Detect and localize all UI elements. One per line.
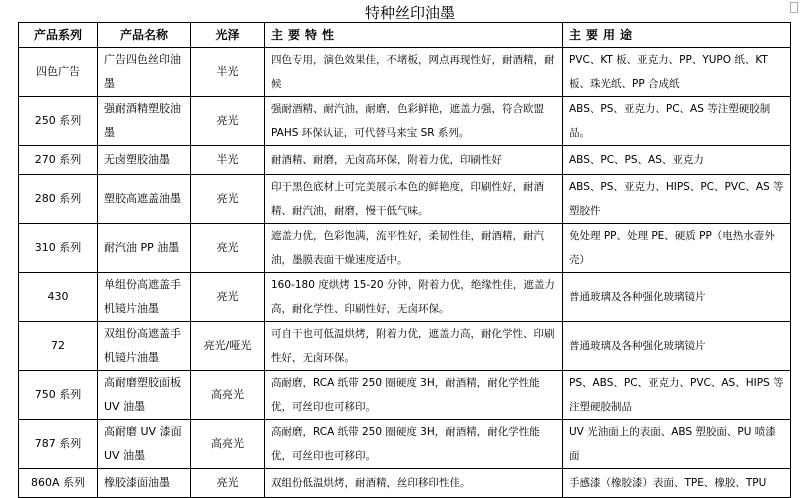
cell-name: 强耐酒精塑胶油墨 xyxy=(98,97,191,146)
cell-features: 可自干也可低温烘烤，附着力优，遮盖力高，耐化学性、印刷性好，无卤环保。 xyxy=(265,322,563,371)
cell-series: 750 系列 xyxy=(19,371,98,420)
cell-series: 430 xyxy=(19,273,98,322)
cell-features: 强耐酒精、耐汽油，耐磨，色彩鲜艳，遮盖力强，符合欧盟 PAHS 环保认证，可代替马来宝 SR 系列。 xyxy=(265,97,563,146)
cell-name: 高耐磨 UV 漆面 UV 油墨 xyxy=(98,420,191,469)
cell-features: 高耐磨，RCA 纸带 250 圈硬度 3H，耐酒精，耐化学性能优，可丝印也可移印。 xyxy=(265,420,563,469)
cell-name: 橡胶漆面油墨 xyxy=(98,469,191,498)
cell-features: 遮盖力优，色彩饱满，流平性好，柔韧性佳，耐酒精，耐汽油，墨膜表面干燥速度适中。 xyxy=(265,224,563,273)
cell-uses: 手感漆（橡胶漆）表面、TPE、橡胶、TPU xyxy=(563,469,791,498)
cell-gloss: 半光 xyxy=(191,48,265,97)
table-row xyxy=(19,371,791,420)
cell-uses: ABS、PC、PS、AS、亚克力 xyxy=(563,146,791,175)
table-row xyxy=(19,469,791,498)
corner-mark xyxy=(790,2,798,13)
cell-features: 耐酒精、耐磨，无卤高环保，附着力优，印刷性好 xyxy=(265,146,563,175)
cell-uses: 普通玻璃及各种强化玻璃镜片 xyxy=(563,322,791,371)
header-uses: 主要用途 xyxy=(563,23,791,48)
cell-series: 310 系列 xyxy=(19,224,98,273)
table-row xyxy=(19,146,791,175)
table-header-row xyxy=(19,23,791,48)
table-row xyxy=(19,175,791,224)
table-row xyxy=(19,273,791,322)
cell-features: 160-180 度烘烤 15-20 分钟，附着力优，绝缘性佳，遮盖力高，耐化学性、印刷性好，无卤环保。 xyxy=(265,273,563,322)
cell-gloss: 亮光 xyxy=(191,469,265,498)
cell-name: 塑胶高遮盖油墨 xyxy=(98,175,191,224)
cell-features: 高耐磨，RCA 纸带 250 圈硬度 3H，耐酒精，耐化学性能优，可丝印也可移印。 xyxy=(265,371,563,420)
table-row xyxy=(19,224,791,273)
cell-series: 860A 系列 xyxy=(19,469,98,498)
cell-series: 270 系列 xyxy=(19,146,98,175)
cell-uses: PVC、KT 板、亚克力、PP、YUPO 纸、KT 板、珠光纸、PP 合成纸 xyxy=(563,48,791,97)
cell-uses: PS、ABS、PC、亚克力、PVC、AS、HIPS 等注塑硬胶制品 xyxy=(563,371,791,420)
cell-uses: 免处理 PP、处理 PE、硬质 PP（电热水壶外壳） xyxy=(563,224,791,273)
cell-series: 787 系列 xyxy=(19,420,98,469)
ink-product-table xyxy=(18,22,791,498)
page-title: 特种丝印油墨 xyxy=(364,4,455,22)
cell-features: 双组份低温烘烤，耐酒精，丝印移印性佳。 xyxy=(265,469,563,498)
cell-features: 四色专用，演色效果佳，不堵板，网点再现性好，耐酒精，耐候 xyxy=(265,48,563,97)
table-row xyxy=(19,322,791,371)
cell-gloss: 亮光 xyxy=(191,97,265,146)
cell-name: 耐汽油 PP 油墨 xyxy=(98,224,191,273)
cell-name: 广告四色丝印油墨 xyxy=(98,48,191,97)
cell-gloss: 亮光 xyxy=(191,224,265,273)
cell-series: 72 xyxy=(19,322,98,371)
cell-uses: 普通玻璃及各种强化玻璃镜片 xyxy=(563,273,791,322)
cell-gloss: 高亮光 xyxy=(191,420,265,469)
cell-name: 单组份高遮盖手机镜片油墨 xyxy=(98,273,191,322)
cell-uses: ABS、PS、亚克力、HIPS、PC、PVC、AS 等塑胶件 xyxy=(563,175,791,224)
cell-series: 280 系列 xyxy=(19,175,98,224)
cell-name: 高耐磨塑胶面板 UV 油墨 xyxy=(98,371,191,420)
cell-features: 印于黑色底材上可完美展示本色的鲜艳度，印刷性好，耐酒精、耐汽油，耐磨，慢干低气味。 xyxy=(265,175,563,224)
cell-series: 四色广告 xyxy=(19,48,98,97)
table-row xyxy=(19,420,791,469)
cell-gloss: 亮光 xyxy=(191,273,265,322)
cell-gloss: 亮光 xyxy=(191,175,265,224)
cell-gloss: 半光 xyxy=(191,146,265,175)
cell-gloss: 高亮光 xyxy=(191,371,265,420)
cell-name: 双组份高遮盖手机镜片油墨 xyxy=(98,322,191,371)
cell-uses: ABS、PS、亚克力、PC、AS 等注塑硬胶制品。 xyxy=(563,97,791,146)
header-gloss: 光泽 xyxy=(191,23,265,48)
header-name: 产品名称 xyxy=(98,23,191,48)
table-row xyxy=(19,48,791,97)
cell-gloss: 亮光/哑光 xyxy=(191,322,265,371)
table-row xyxy=(19,97,791,146)
header-features: 主要特性 xyxy=(265,23,563,48)
cell-uses: UV 光油面上的表面、ABS 塑胶面、PU 喷漆面 xyxy=(563,420,791,469)
cell-name: 无卤塑胶油墨 xyxy=(98,146,191,175)
header-series: 产品系列 xyxy=(19,23,98,48)
cell-series: 250 系列 xyxy=(19,97,98,146)
